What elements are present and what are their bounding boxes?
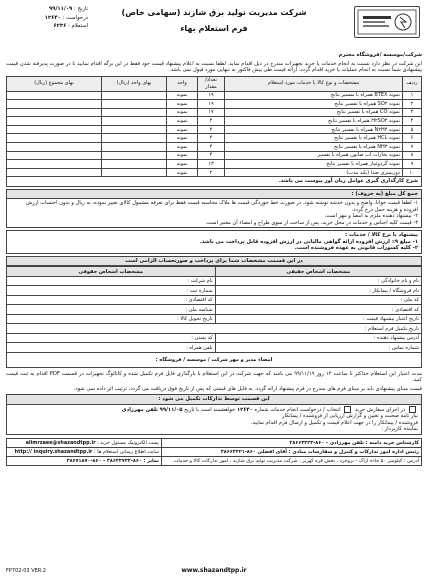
item-qty: ۱۹ xyxy=(198,100,225,109)
col-total: بهای مجموع (ریال) xyxy=(7,76,102,91)
natural-field[interactable]: نام فروشگاه / پیمانکار : xyxy=(215,286,421,296)
item-total-price[interactable] xyxy=(7,134,102,143)
legal-field[interactable]: شماره ثبت : xyxy=(7,286,216,296)
item-qty: ۴ xyxy=(198,134,225,143)
request-label: درخواست : xyxy=(62,14,88,21)
items-footnote: شرح کارگذاری گیری عوامل زیان آور پیوست می باشد. xyxy=(6,177,422,187)
item-unit: نمونه xyxy=(167,160,198,169)
table-row xyxy=(7,91,422,100)
item-qty: ۴ xyxy=(198,151,225,160)
form-code: FP702-03 VER:2 xyxy=(6,567,46,574)
tender-head-name: رئیس اداره امور تدارکات و کنترل و سفارشات مبادی : آقای افضلی xyxy=(257,448,419,455)
item-unit-price[interactable] xyxy=(102,108,167,117)
item-desc: نمونه گردوغبار همراه با تفسیر نتایج xyxy=(225,160,403,169)
date-value: ۹۹/۱۱/۰۹ xyxy=(49,6,73,12)
total-in-words[interactable]: جمع کل مبلغ (به حروف) : xyxy=(6,189,422,200)
header xyxy=(6,4,422,50)
request-value: ۱۲۶۴۰ xyxy=(44,14,61,21)
stock-right-text: انتخاب / درخواست انجام خدمات شماره xyxy=(254,406,341,413)
col-desc: مشخصات و نوع کالا یا خدمات مورد استعلام xyxy=(225,76,403,91)
col-row: ردیف xyxy=(403,76,422,91)
item-unit-price[interactable] xyxy=(102,125,167,134)
natural-field[interactable]: نام و نام خانوادگی : xyxy=(215,276,421,286)
supplier-spec-table xyxy=(6,266,422,368)
item-no: ۸ xyxy=(403,151,422,160)
stock-header: این قسمت توسط تدارکات تکمیل می شود : xyxy=(6,394,422,405)
item-qty: ۴ xyxy=(198,117,225,126)
col-unit-price: بهای واحد (ریال) xyxy=(102,76,167,91)
address-field[interactable]: آدرس پیشنهاد دهنده : xyxy=(215,333,421,343)
item-desc: نمونه BTEX همراه با تمسیر نتایج xyxy=(225,91,403,100)
table-row xyxy=(7,117,422,126)
item-desc: نمونه CO همراه با تفسیر نتایج xyxy=(225,108,403,117)
item-no: ۵ xyxy=(403,125,422,134)
inquiry-label: استعلام : xyxy=(68,23,88,30)
stock-middle: خواهشمند است با تاریخ xyxy=(184,406,236,413)
vat-box xyxy=(6,230,422,254)
stock-phone-lead: تلفن مهرزادی xyxy=(121,406,159,413)
note-item: ۳- قیمت کلیه اجناس و خدمات در محل خرید، پس از ساخت از سوی طراح و امضاء آن معتبر است. xyxy=(205,219,418,226)
email-cell xyxy=(7,438,162,447)
table-row xyxy=(7,100,422,109)
item-no: ۱۰ xyxy=(403,168,422,177)
email-label: پست الکترونیک مسئول خرید : xyxy=(97,439,159,446)
item-unit-price[interactable] xyxy=(102,100,167,109)
natural-field[interactable]: کد اقتصادی : xyxy=(215,305,421,315)
item-unit-price[interactable] xyxy=(102,151,167,160)
natural-person-title: مشخصات اشخاص حقیقی xyxy=(215,267,421,277)
tender-head xyxy=(162,447,422,456)
agent-label[interactable]: نماینده کارپرداز : xyxy=(381,426,418,433)
item-unit: نمونه xyxy=(167,100,198,109)
intro-paragraph: این شرکت در نظر دارد نسبت به انجام خدمات یا خرید تجهیزات مندرج در ذیل اقدام نماید. لطفا نسبت به اعلام پیشنهاد قیمت خود فقط در این برگه اقدام نمایید تا در صورت پذیرفته شدن قیمت پیشنهادی شما نسبت به انجام عملیات یا خرید اقدام گردد. ارائه قیمت طی پیش فاکتور به تنهایی مورد قبول نمی باشد. xyxy=(6,60,422,73)
checkbox-icon[interactable] xyxy=(344,406,351,413)
item-unit: نمونه xyxy=(167,168,198,177)
delivery-date-field[interactable]: تاریخ تحویل کالا : xyxy=(7,314,216,324)
item-total-price[interactable] xyxy=(7,160,102,169)
note-item: ۱- لطفا قیمت خوانا، واضح و بدون خدشه نوشته شود. در صورت خط خوردگی قیمت ها ملاک محاسبه قیمت فقط برای تعرفه مشمول کالای تغییر نموده، به ریال و بدون احتساب ارزش افزوده و هزینه حمل درج گردد. xyxy=(25,200,418,213)
contact-table xyxy=(6,438,422,466)
legal-person-title: مشخصات اشخاص حقوقی xyxy=(7,267,216,277)
website-label: سایت اطلاع رسانی استعلام ها : xyxy=(94,448,159,455)
stock-pr-no: ۱۲۶۴۰ xyxy=(236,406,253,413)
company-title: شرکت مدیریت تولید برق شازند (سهامی خاص) xyxy=(121,8,307,17)
item-no: ۴ xyxy=(403,117,422,126)
item-desc: نمونه NH۳ همراه با تفسیر نتایج xyxy=(225,143,403,152)
address: آدرس : کیلومتر ۵۰ جاده اراک - بروجرد ، بخش قره کهریز ، شرکت مدیریت تولید برق شازند ، امور تدارکات کالا و خدمات xyxy=(162,456,422,465)
item-total-price[interactable] xyxy=(7,168,102,177)
table-row xyxy=(7,125,422,134)
item-unit-price[interactable] xyxy=(102,134,167,143)
item-qty: ۱۹ xyxy=(198,91,225,100)
stock-date: ۹۹/۱۱/۰۵ xyxy=(159,406,183,413)
item-no: ۱ xyxy=(403,91,422,100)
signature-field[interactable]: امضاء مدیر و مهر شرکت / موسسه / فروشگاه : xyxy=(7,352,422,367)
item-unit: نمونه xyxy=(167,134,198,143)
item-desc: نمونه H۲SO۴ همراه با تفسیر نتایج xyxy=(225,117,403,126)
item-total-price[interactable] xyxy=(7,108,102,117)
item-unit: نمونه xyxy=(167,108,198,117)
inquiry-value: ۶۲۳۶ xyxy=(53,23,67,30)
email-link[interactable]: alimrzaee@shazandtpp.ir xyxy=(25,439,96,446)
item-desc: نمونه N۲H۴ همراه با تفسیر نتایج xyxy=(225,125,403,134)
natural-field[interactable]: کد ملی : xyxy=(215,295,421,305)
fax: نمابر : ۸۶۰-۳۸۶۴۴۷۳۴ - ۸۶۰-۳۸۶۷۱۸۷۰ xyxy=(7,456,162,465)
item-unit: نمونه xyxy=(167,143,198,152)
legal-field[interactable]: شناسه ملی : xyxy=(7,305,216,315)
purchaser-contact: کارشناس خرید دامنه : تلفن مهرزادی - ۸۶۰-۳۸۶۶۴۴۲۳ xyxy=(162,438,422,447)
vat-header: پیشنهاد با نرخ کالا / خدمات : xyxy=(344,232,418,239)
item-total-price[interactable] xyxy=(7,125,102,134)
postal-code-field[interactable]: کد پستی : xyxy=(7,333,216,343)
greeting: شرکت/موسسه /فروشگاه محترم xyxy=(338,52,422,58)
table-row xyxy=(7,168,422,177)
item-desc: نمونه SO۲ همراه با تفسیر نتایج xyxy=(225,100,403,109)
col-unit: واحد xyxy=(167,76,198,91)
item-desc: دوزیمتری صدا (بلند مدت) xyxy=(225,168,403,177)
submission-line-1: مدت اعتبار این استعلام حداکثر تا ساعت ۱۴ روز ۹۹/۱۱/۱۹ می باشد که جهت شرکت در این استعلام با بارگذاری فایل فرم تکمیل شده و کاتالوگ تجهیزات در قسمت PDF اقدام به ثبت قیمت کنید. xyxy=(6,370,422,384)
item-qty: ۱۷ xyxy=(198,108,225,117)
website-footer[interactable]: www.shazandtpp.ir xyxy=(181,566,247,574)
item-unit: نمونه xyxy=(167,151,198,160)
items-table xyxy=(6,76,422,178)
item-unit: نمونه xyxy=(167,117,198,126)
item-total-price[interactable] xyxy=(7,117,102,126)
item-desc: نمونه بخارات آب صابون همراه با تفسیر xyxy=(225,151,403,160)
vat-line-2: ۲- کلیه کسورات قانونی به عهده فروشنده است. xyxy=(294,245,418,252)
table-row xyxy=(7,151,422,160)
website-link[interactable]: http:// inquiry.shazandtpp.ir xyxy=(14,448,93,455)
item-total-price[interactable] xyxy=(7,143,102,152)
item-no: ۷ xyxy=(403,143,422,152)
item-unit-price[interactable] xyxy=(102,117,167,126)
legal-field[interactable]: نام شرکت : xyxy=(7,276,216,286)
item-unit: نمونه xyxy=(167,91,198,100)
fill-date-field[interactable]: تاریخ تکمیل فرم استعلام : xyxy=(7,324,422,334)
item-total-price[interactable] xyxy=(7,91,102,100)
legal-field[interactable]: کد اقتصادی : xyxy=(7,295,216,305)
date-label: تاریخ : xyxy=(73,6,88,12)
table-row xyxy=(7,134,422,143)
item-unit-price[interactable] xyxy=(102,168,167,177)
item-no: ۹ xyxy=(403,160,422,169)
stock-line-2: نیاز نامه صحبت و تعیین و گزارش ارزیابی از فروشنده / پیمانکار xyxy=(282,413,418,420)
item-total-price[interactable] xyxy=(7,151,102,160)
submission-line-2: قیمت مبنای پیشنهادی باید بر مبنای فرم های مندرج در فرم پیشنهاد ارائه گردد. به فایل های قیمتی که پس از تاریخ فوق دریافت می گردد، ترتیب اثر داده نمی شود. xyxy=(73,385,422,392)
mobile-field[interactable]: تلفن همراه : xyxy=(7,343,216,353)
stock-prefix: در اجرای سفارش خرید xyxy=(354,406,406,413)
phone-field[interactable]: شماره تماس : xyxy=(215,343,421,353)
table-row xyxy=(7,108,422,117)
note-item: ۲- پیشنهاد دهنده ملزم به امضا و مهر است. xyxy=(324,213,418,220)
item-qty: ۴ xyxy=(198,143,225,152)
form-meta xyxy=(8,6,88,32)
item-unit-price[interactable] xyxy=(102,143,167,152)
item-unit-price[interactable] xyxy=(102,160,167,169)
table-row xyxy=(7,143,422,152)
item-qty: ۲ xyxy=(198,168,225,177)
item-qty: ۴ xyxy=(198,125,225,134)
validity-date-field[interactable]: تاریخ اعتبار پیشنهاد قیمت : xyxy=(215,314,421,324)
spec-note: در این قسمت مشخصات شما برای پرداخت و صورتحساب الزامی است xyxy=(6,256,422,267)
checkbox-icon[interactable] xyxy=(409,406,416,413)
item-qty: ۱۳ xyxy=(198,160,225,169)
item-total-price[interactable] xyxy=(7,100,102,109)
item-desc: نمونه HCL همراه با تفسیر نتایج xyxy=(225,134,403,143)
table-row xyxy=(7,160,422,169)
col-qty: تعداد/ مقدار xyxy=(198,76,225,91)
item-no: ۶ xyxy=(403,134,422,143)
notes-box xyxy=(6,199,422,228)
stock-line-3: فروشنده / پیمانکار را در جهت اعلام قیمت و تکمیل و ارسال فرم اقدام نمایید. xyxy=(250,419,418,426)
stock-box xyxy=(6,405,422,435)
item-unit-price[interactable] xyxy=(102,91,167,100)
tender-phone: ۸۶۰-۳۸۶۶۴۴۲۱ xyxy=(220,448,256,455)
item-no: ۳ xyxy=(403,108,422,117)
vat-line-1: ۱- مبلغ ۹٪ ارزش افزوده ارائه گواهی مالیاتی در ارزش افزوده قابل پرداخت می باشد. xyxy=(199,238,418,245)
website-cell xyxy=(7,447,162,456)
form-title: فرم استعلام بهاء xyxy=(180,24,248,33)
item-unit: نمونه xyxy=(167,125,198,134)
item-no: ۲ xyxy=(403,100,422,109)
